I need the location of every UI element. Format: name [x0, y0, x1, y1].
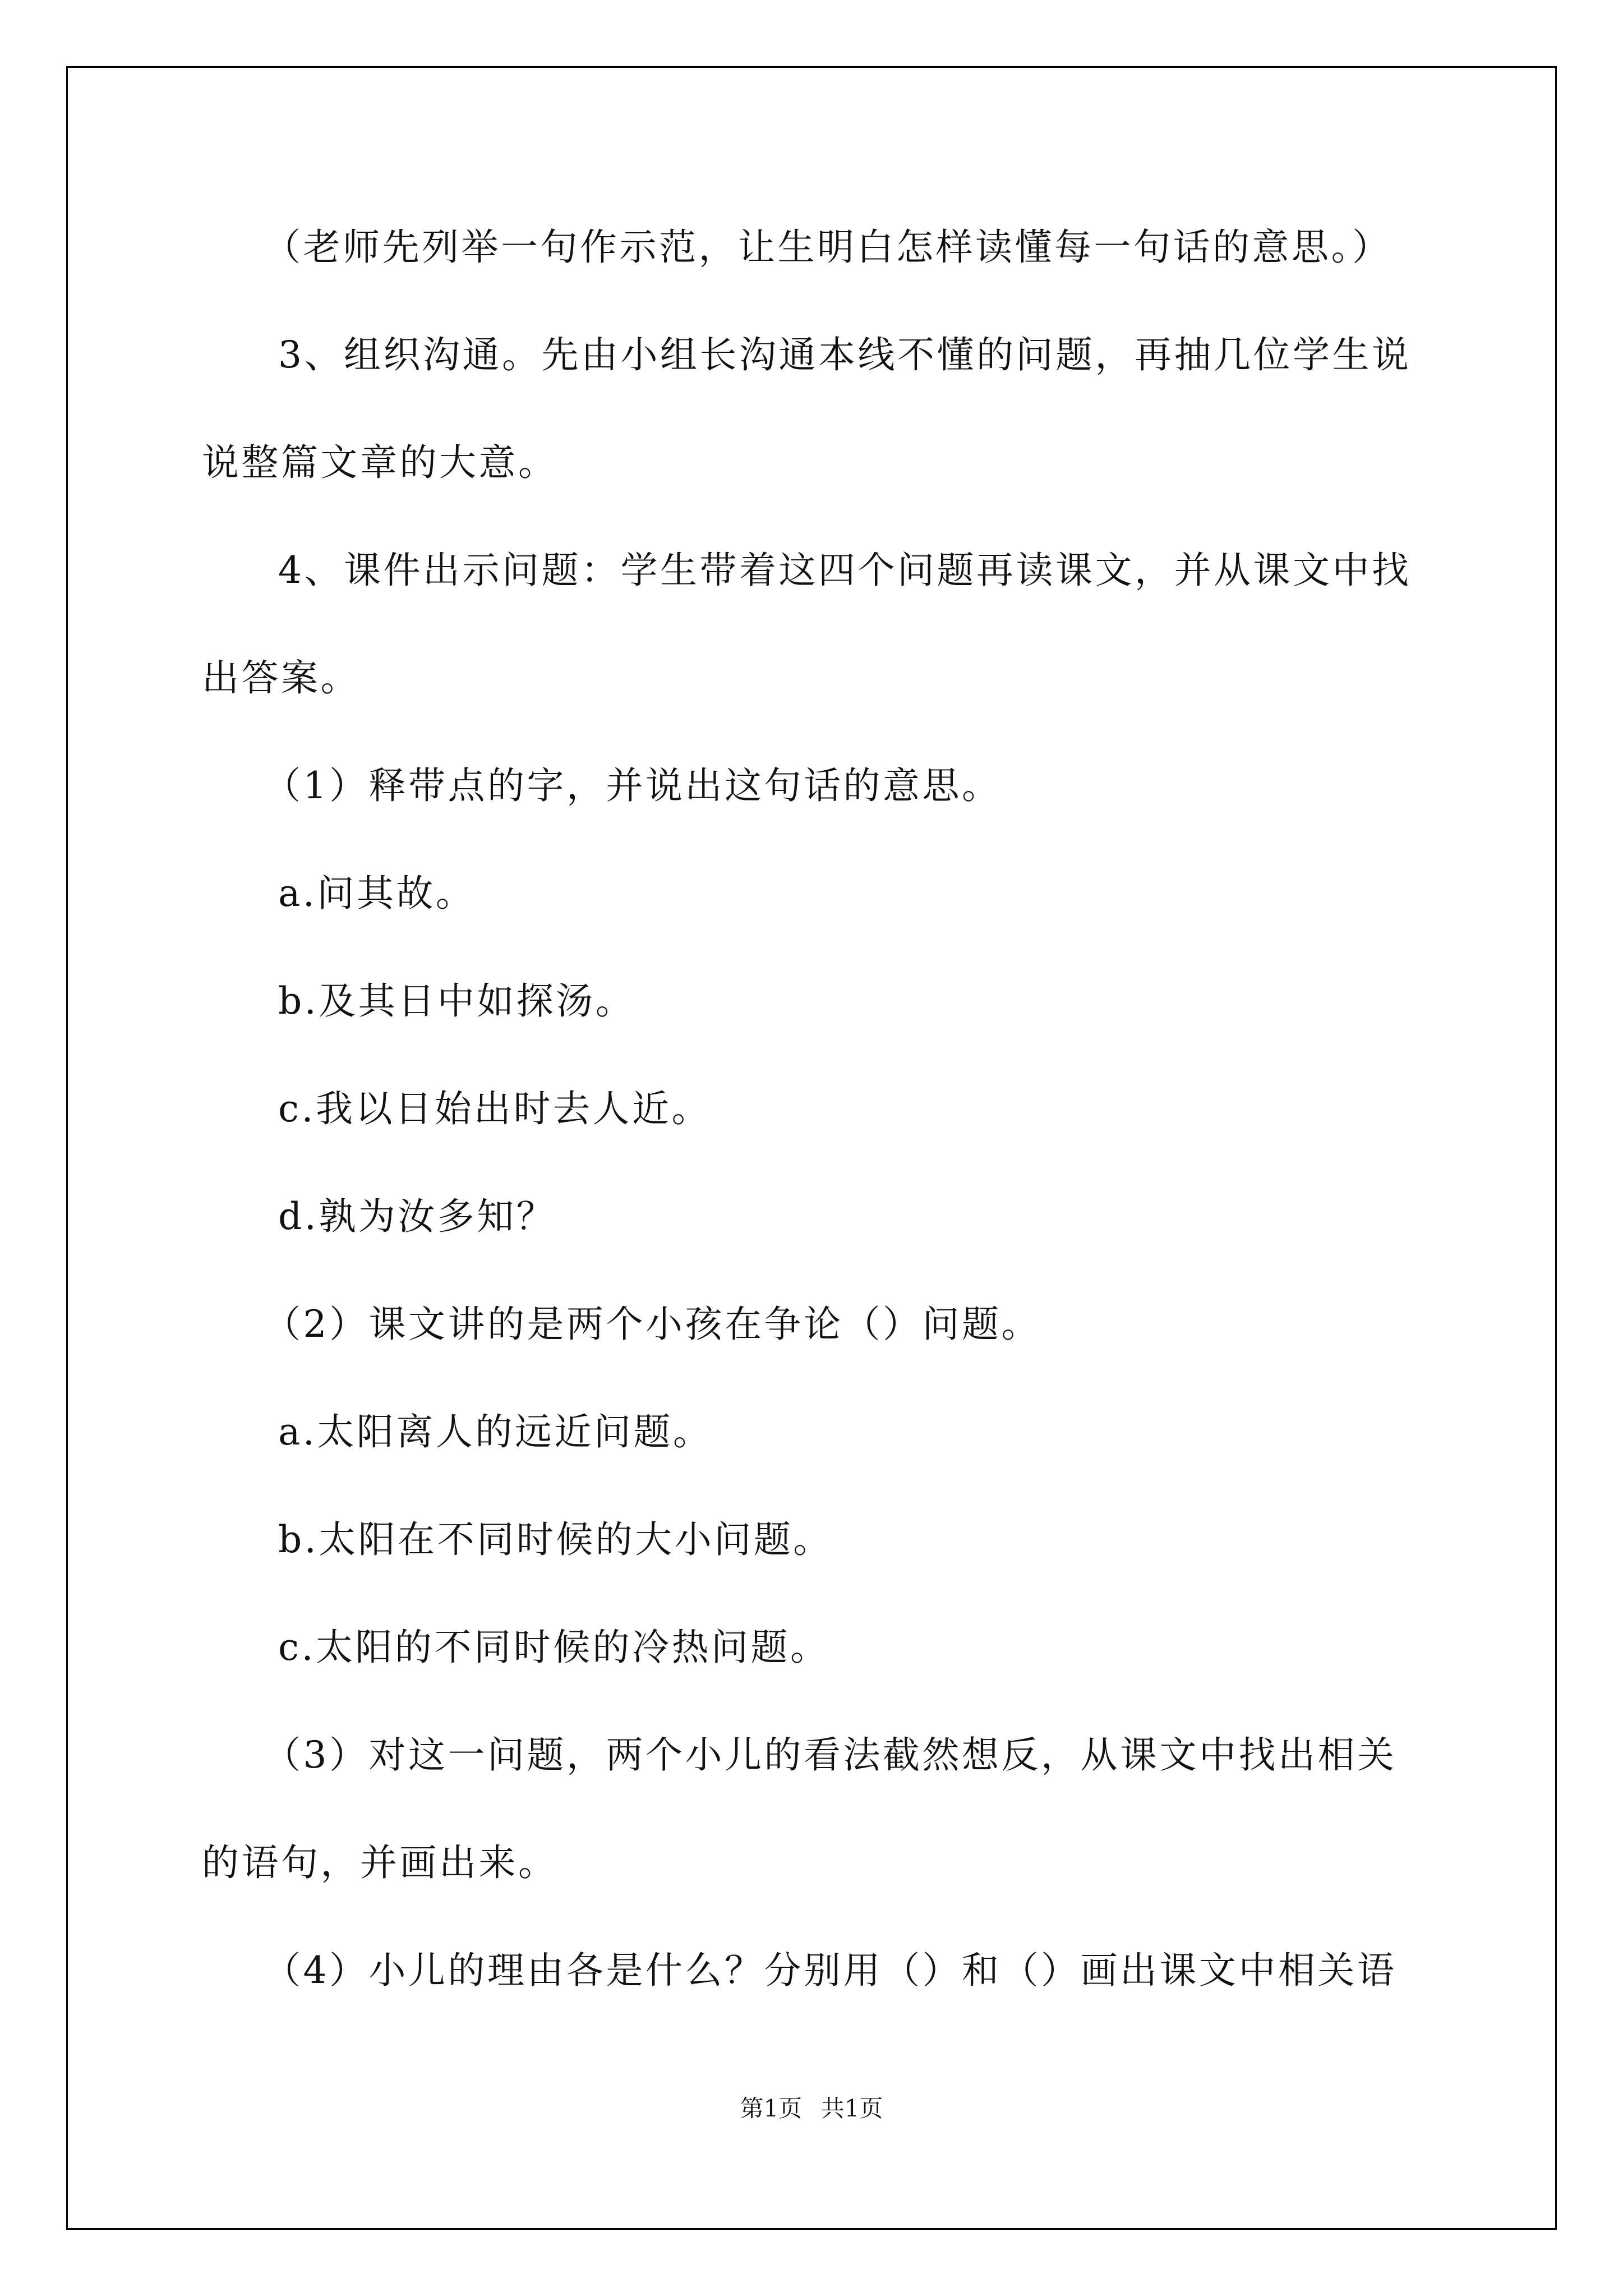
paragraph-line: 说整篇文章的大意。: [202, 441, 558, 484]
paragraph-line: 出答案。: [202, 656, 360, 700]
paragraph-line: a.太阳离人的远近问题。: [278, 1410, 713, 1453]
page-number-total: 共1页: [820, 2095, 883, 2122]
page-footer: [0, 2090, 1623, 2124]
paragraph-line: （4）小儿的理由各是什么？分别用（）和（）画出课文中相关语: [264, 1949, 1397, 1992]
paragraph-line: （1）释带点的字，并说出这句话的意思。: [264, 764, 1002, 807]
paragraph-line: a.问其故。: [278, 872, 476, 915]
page-border: [66, 66, 1557, 2230]
paragraph-line: （3）对这一问题，两个小儿的看法截然想反，从课文中找出相关: [264, 1733, 1397, 1777]
paragraph-line: （2）课文讲的是两个小孩在争论（）问题。: [264, 1303, 1041, 1346]
paragraph-line: c.太阳的不同时候的冷热问题。: [278, 1626, 830, 1669]
paragraph-line: （老师先列举一句作示范，让生明白怎样读懂每一句话的意思。）: [264, 226, 1392, 269]
paragraph-line: 的语句，并画出来。: [202, 1841, 558, 1884]
paragraph-line: c.我以日始出时去人近。: [278, 1087, 711, 1130]
paragraph-line: 4、课件出示问题：学生带着这四个问题再读课文，并从课文中找: [278, 549, 1412, 592]
paragraph-line: 3、组织沟通。先由小组长沟通本线不懂的问题，再抽几位学生说: [278, 333, 1412, 376]
paragraph-line: d.孰为汝多知？: [278, 1195, 556, 1238]
paragraph-line: b.及其日中如探汤。: [278, 979, 635, 1023]
page-number-current: 第1页: [740, 2095, 803, 2122]
paragraph-line: b.太阳在不同时候的大小问题。: [278, 1518, 833, 1561]
